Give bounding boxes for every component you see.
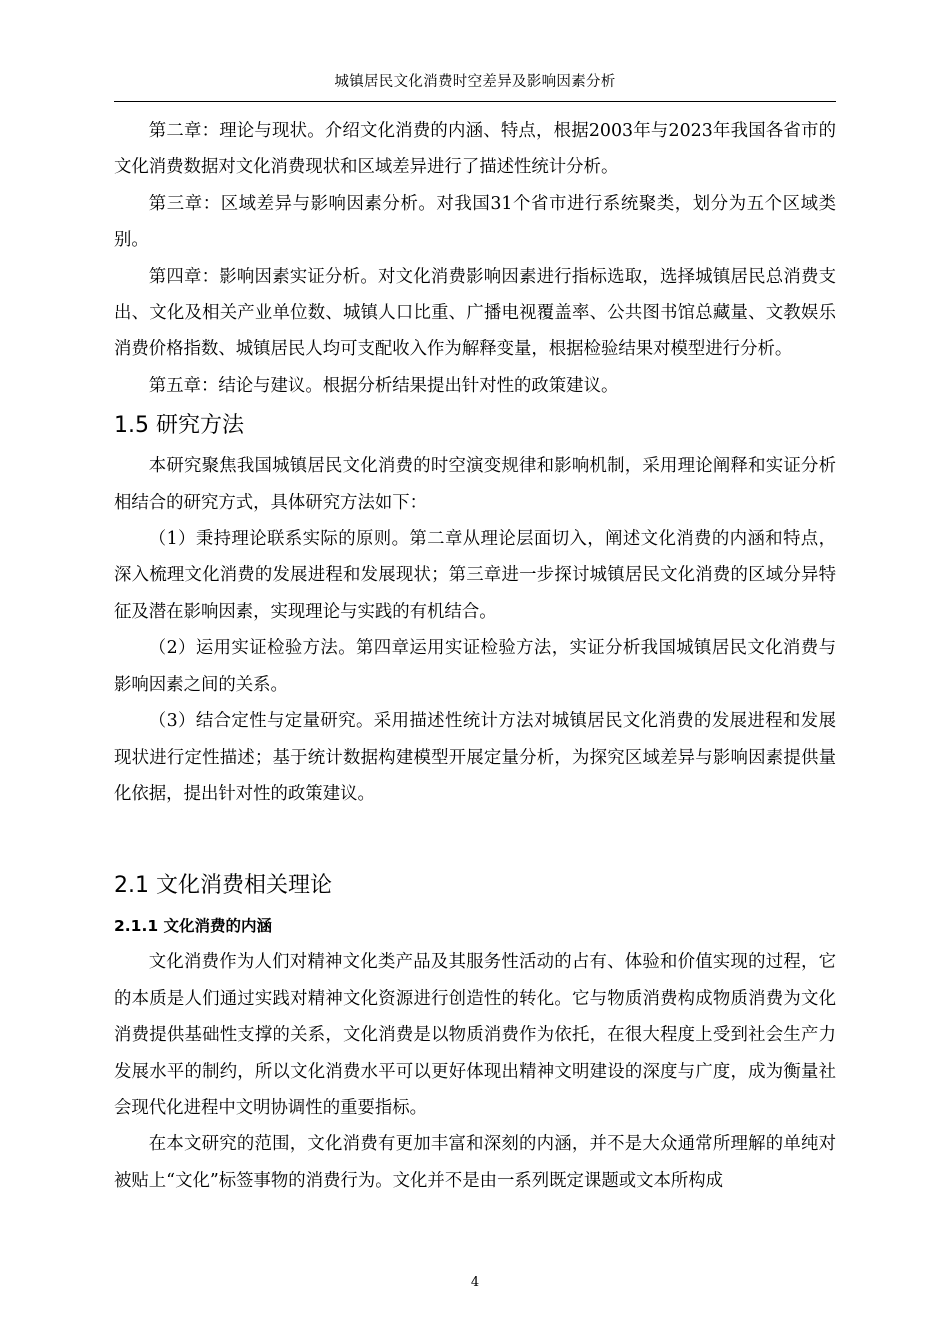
section-spacer bbox=[114, 812, 836, 864]
page-header-title: 城镇居民文化消费时空差异及影响因素分析 bbox=[334, 74, 616, 90]
chapter2-summary: 第二章：理论与现状。介绍文化消费的内涵、特点，根据2003年与2023年我国各省市的文化消费数据对文化消费现状和区域差异进行了描述性统计分析。 bbox=[114, 121, 836, 178]
chapter4-summary: 第四章：影响因素实证分析。对文化消费影响因素进行指标选取，选择城镇居民总消费支出、文化及相关产业单位数、城镇人口比重、广播电视覆盖率、公共图书馆总藏量、文教娱乐消费价格指数、城镇居民人均可支配收入作为解释变量，根据检验结果对模型进行分析。 bbox=[114, 266, 836, 360]
method-item-3: （3）结合定性与定量研究。采用描述性统计方法对城镇居民文化消费的发展进程和发展现状进行定性描述；基于统计数据构建模型开展定量分析，为探究区域差异与影响因素提供量化依据，提出针对性的政策建议。 bbox=[114, 711, 836, 804]
page-number: 4 bbox=[470, 1275, 480, 1290]
connotation-paragraph-1: 文化消费作为人们对精神文化类产品及其服务性活动的占有、体验和价值实现的过程，它的本质是人们通过实践对精神文化资源进行创造性的转化。它与物质消费构成物质消费为文化消费提供基础性支撑的关系，文化消费是以物质消费作为依托，在很大程度上受到社会生产力发展水平的制约，所以文化消费水平可以更好体现出精神文明建设的深度与广度，成为衡量社会现代化进程中文明协调性的重要指标。 bbox=[114, 952, 836, 1118]
chapter3-summary: 第三章：区域差异与影响因素分析。对我国31个省市进行系统聚类，划分为五个区域类别。 bbox=[114, 193, 836, 251]
connotation-paragraph-2: 在本文研究的范围，文化消费有更加丰富和深刻的内涵，并不是大众通常所理解的单纯对被贴上“文化”标签事物的消费行为。文化并不是由一系列既定课题或文本所构成 bbox=[114, 1134, 836, 1191]
header-divider bbox=[114, 101, 836, 102]
chapter5-summary: 第五章：结论与建议。根据分析结果提出针对性的政策建议。 bbox=[148, 375, 619, 396]
method-item-1: （1）秉持理论联系实际的原则。第二章从理论层面切入，阐述文化消费的内涵和特点，深入梳理文化消费的发展进程和发展现状；第三章进一步探讨城镇居民文化消费的区域分异特征及潜在影响因素，实现理论与实践的有机结合。 bbox=[114, 529, 836, 622]
methods-intro: 本研究聚焦我国城镇居民文化消费的时空演变规律和影响机制，采用理论阐释和实证分析相结合的研究方式，具体研究方法如下： bbox=[114, 456, 836, 513]
section-heading-research-methods: 1.5 研究方法 bbox=[114, 413, 244, 439]
subsection-heading-connotation: 2.1.1 文化消费的内涵 bbox=[114, 917, 273, 936]
section-heading-cultural-consumption-theory: 2.1 文化消费相关理论 bbox=[114, 873, 332, 899]
method-item-2: （2）运用实证检验方法。第四章运用实证检验方法，实证分析我国城镇居民文化消费与影响因素之间的关系。 bbox=[114, 638, 836, 695]
page-body bbox=[114, 113, 836, 1199]
